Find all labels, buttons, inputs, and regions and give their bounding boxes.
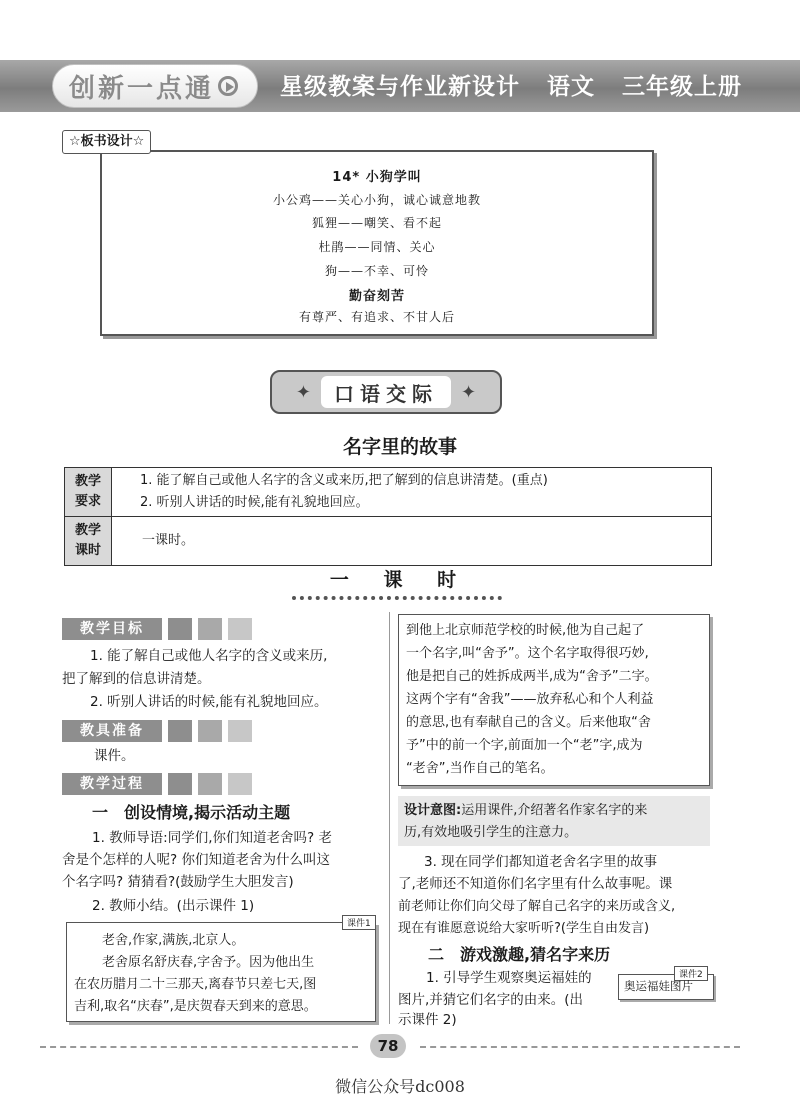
section-label-prep: 教具准备	[62, 720, 162, 742]
brand-text: 创新一点通	[69, 73, 215, 104]
step-line: 了,老师还不知道你们名字里有什么故事呢。课	[398, 876, 673, 892]
step-line: 现在有谁愿意说给大家听听?(学生自由发言)	[398, 921, 650, 936]
book-title	[280, 70, 760, 104]
step-line: 1. 引导学生观察奥运福娃的	[426, 970, 592, 986]
box-line: 老舍原名舒庆春,字舍予。因为他出生	[102, 955, 315, 970]
courseware-tag: 课件1	[342, 915, 376, 930]
page-number: 78	[370, 1034, 406, 1058]
star-icon: ✦	[461, 381, 477, 403]
wechat-watermark: 微信公众号dc008	[335, 1077, 465, 1096]
box-line: 他是把自己的姓拆成两半,成为“舍予”二字。	[406, 669, 658, 684]
box-line: “老舍”,当作自己的笔名。	[406, 761, 554, 776]
design-intent-line: 设计意图:运用课件,介绍著名作家名字的来	[404, 803, 648, 818]
box-line: 的意思,也有奉献自己的含义。后来他取“舍	[406, 715, 651, 730]
requirement-item: 1. 能了解自己或他人名字的含义或来历,把了解到的信息讲清楚。(重点)	[140, 473, 548, 488]
footer-divider	[420, 1046, 740, 1048]
board-line: 小公鸡——关心小狗，诚心诚意地教	[272, 193, 481, 207]
box-line: 吉利,取名“庆春”,是庆贺春天到来的意思。	[74, 999, 317, 1014]
part-heading: 二 游戏激趣,猜名字来历	[428, 945, 611, 964]
box-line: 到他上北京师范学校的时候,他为自己起了	[406, 623, 645, 638]
step-line: 图片,并猜它们名字的由来。(出	[398, 992, 584, 1008]
courseware-tag: 课件2	[674, 966, 708, 981]
step-line: 前老师让你们向父母了解自己名字的来历或含义,	[398, 899, 676, 914]
period-title: 一 课 时	[329, 569, 471, 591]
board-design-tag: ☆板书设计☆	[62, 130, 151, 154]
table-cell-period: 一课时。	[112, 517, 712, 566]
goal-line: 把了解到的信息讲清楚。	[62, 671, 211, 687]
footer-divider	[40, 1046, 358, 1048]
board-line: 杜鹃——同情、关心	[318, 240, 436, 254]
board-line: 勤奋刻苦	[348, 289, 405, 304]
requirements-table	[64, 467, 712, 566]
section-blocks	[168, 618, 252, 640]
step-line: 个名字吗? 猜猜看?(鼓励学生大胆发言)	[62, 874, 294, 890]
period-divider	[292, 596, 502, 600]
step-line: 示课件 2)	[398, 1012, 457, 1028]
design-intent-line: 历,有效地吸引学生的注意力。	[404, 825, 578, 840]
board-line: 有尊严、有追求、不甘人后	[298, 310, 455, 324]
section-blocks	[168, 773, 252, 795]
oral-communication-banner	[270, 370, 502, 414]
step-line: 3. 现在同学们都知道老舍名字里的故事	[424, 854, 658, 870]
section-blocks	[168, 720, 252, 742]
box-line: 老舍,作家,满族,北京人。	[102, 933, 245, 948]
book-title-grade: 三年级上册	[622, 74, 743, 100]
box-line: 这两个字有“舍我”——放弃私心和个人利益	[406, 692, 654, 707]
courseware-caption: 奥运福娃图片	[624, 979, 693, 993]
board-line: 狐狸——嘲笑、看不起	[311, 216, 442, 230]
step-line: 2. 教师小结。(出示课件 1)	[92, 898, 255, 914]
column-divider	[389, 612, 390, 1024]
prep-text: 课件。	[94, 748, 135, 764]
board-line: 狗——不幸、可怜	[324, 264, 429, 278]
step-line: 1. 教师导语:同学们,你们知道老舍吗? 老	[92, 830, 332, 846]
play-icon	[218, 76, 238, 96]
book-title-subject: 语文	[547, 74, 596, 100]
table-head-period: 教学 课时	[65, 517, 112, 566]
goal-line: 2. 听别人讲话的时候,能有礼貌地回应。	[90, 694, 328, 710]
table-head-requirements: 教学 要求	[65, 468, 112, 517]
oral-banner-text: 口语交际	[321, 376, 451, 408]
brand-logo	[52, 64, 258, 108]
book-title-series: 星级教案与作业新设计	[280, 74, 520, 100]
board-title: 14* 小狗学叫	[332, 170, 422, 185]
section-label-goals: 教学目标	[62, 618, 162, 640]
requirement-item: 2. 听别人讲话的时候,能有礼貌地回应。	[140, 495, 369, 510]
step-line: 舍是个怎样的人呢? 你们知道老舍为什么叫这	[62, 852, 330, 868]
table-cell-requirements	[112, 468, 712, 517]
box-line: 一个名字,叫“舍予”。这个名字取得很巧妙,	[406, 646, 649, 661]
lesson-title: 名字里的故事	[342, 436, 457, 458]
design-intent-label: 设计意图:	[404, 803, 462, 818]
section-label-process: 教学过程	[62, 773, 162, 795]
goal-line: 1. 能了解自己或他人名字的含义或来历,	[90, 648, 328, 664]
star-icon: ✦	[295, 381, 311, 403]
box-line: 予”中的前一个字,前面加一个“老”字,成为	[406, 738, 643, 753]
box-line: 在农历腊月二十三那天,离春节只差七天,图	[74, 977, 317, 992]
part-heading: 一 创设情境,揭示活动主题	[92, 803, 291, 822]
